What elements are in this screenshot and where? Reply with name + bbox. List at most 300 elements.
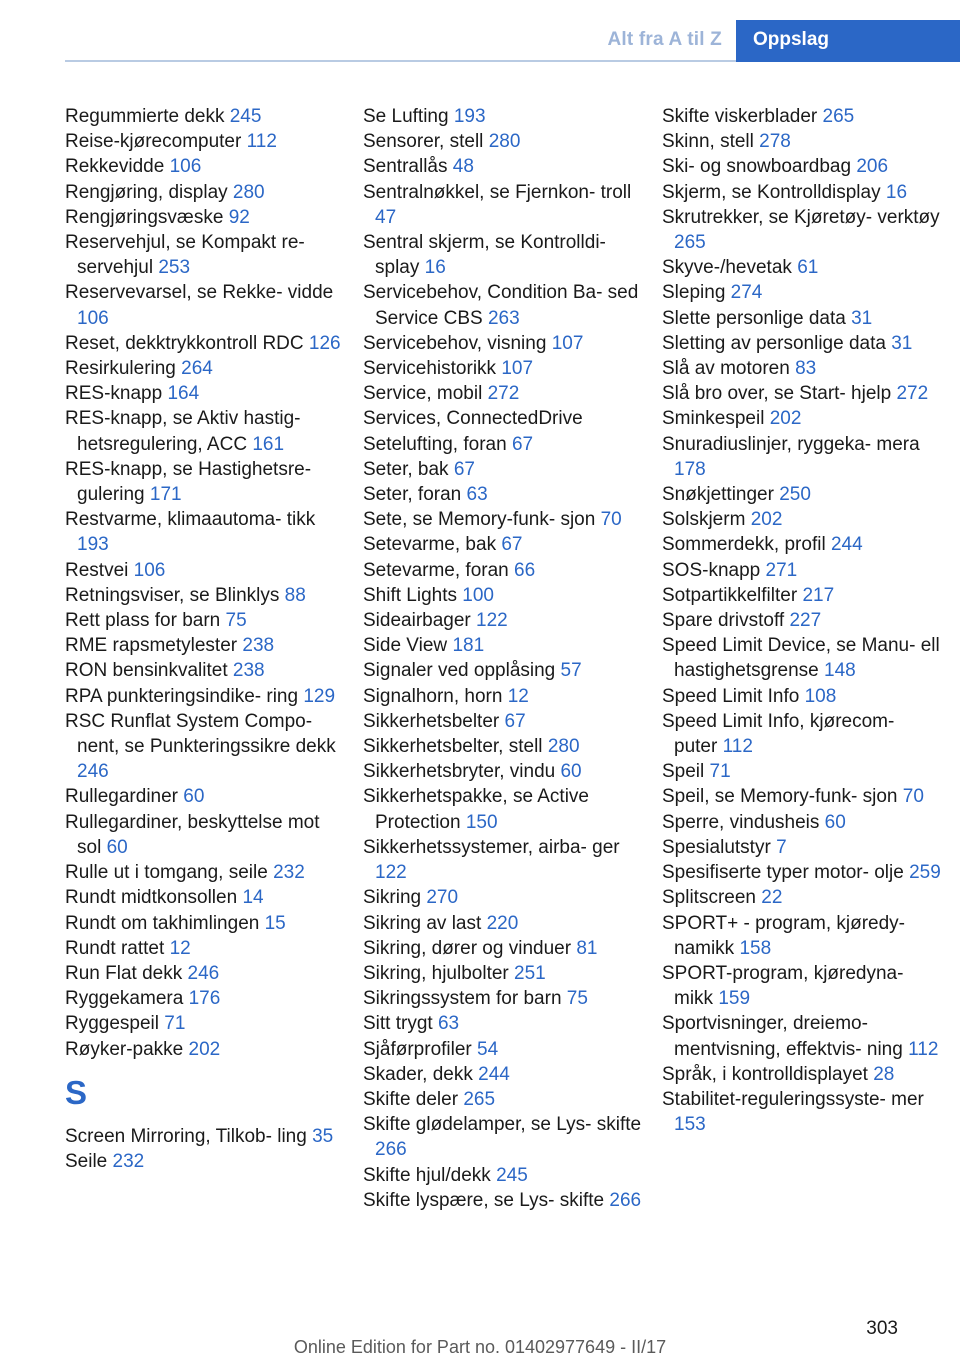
- index-page-link[interactable]: 112: [246, 131, 277, 153]
- index-entry-term: Skifte lyspære, se Lys‐ skifte: [363, 1189, 605, 1211]
- index-page-link[interactable]: 28: [873, 1063, 895, 1085]
- index-page-link[interactable]: 31: [891, 332, 913, 354]
- index-page-link[interactable]: 47: [375, 206, 397, 228]
- index-page-link[interactable]: 12: [169, 937, 191, 959]
- index-column-1: [65, 104, 345, 1174]
- section-letter: S: [65, 1073, 88, 1111]
- index-page-link[interactable]: 16: [885, 181, 908, 203]
- index-page-link[interactable]: 107: [501, 358, 534, 380]
- index-entry: [65, 406, 345, 456]
- index-entry: [662, 810, 942, 835]
- index-entry-term: Sjåførprofiler: [363, 1038, 472, 1060]
- index-entry: [363, 835, 643, 885]
- index-entry-term: Snøkjettinger: [662, 484, 774, 506]
- index-entry: [662, 331, 942, 356]
- index-entry: [662, 406, 942, 431]
- index-page-link[interactable]: 129: [303, 685, 336, 707]
- index-entry: [363, 558, 643, 583]
- index-entry: [65, 280, 345, 330]
- index-entry: [662, 1062, 942, 1087]
- index-page-link[interactable]: 232: [112, 1150, 145, 1172]
- index-entry: [363, 1087, 643, 1112]
- index-entry-term: Sleping: [662, 282, 726, 304]
- index-entry: [662, 860, 942, 885]
- index-entry: [363, 129, 643, 154]
- index-entry-term: Shift Lights: [363, 584, 457, 606]
- index-entry: [363, 482, 643, 507]
- index-entry: [65, 658, 345, 683]
- index-entry-term: RES-knapp: [65, 383, 163, 405]
- index-entry-term: Rekkevidde: [65, 156, 165, 178]
- index-page-link[interactable]: 220: [486, 912, 519, 934]
- index-page-link[interactable]: 70: [902, 786, 924, 808]
- index-entry-term: Seter, bak: [363, 458, 449, 480]
- index-entry: [363, 356, 643, 381]
- index-page-link[interactable]: 54: [477, 1038, 499, 1060]
- index-page-link[interactable]: 61: [797, 257, 819, 279]
- index-entry: [363, 734, 643, 759]
- index-page-link[interactable]: 75: [225, 610, 247, 632]
- index-entry: [662, 205, 942, 255]
- index-entry-term: Skifte hjul/dekk: [363, 1164, 491, 1186]
- index-entry-term: Sommerdekk, profil: [662, 534, 826, 556]
- index-entry: [65, 986, 345, 1011]
- index-page-link[interactable]: 181: [452, 635, 485, 657]
- index-entry-term: Retningsviser, se Blinklys: [65, 584, 280, 606]
- index-page-link[interactable]: 265: [674, 232, 706, 254]
- index-entry: [65, 104, 345, 129]
- index-entry-term: Solskjerm: [662, 509, 746, 531]
- index-entry-term: Sotpartikkelfilter: [662, 584, 798, 606]
- index-page-link[interactable]: 202: [750, 509, 783, 531]
- index-page-link[interactable]: 22: [761, 887, 783, 909]
- index-page-link[interactable]: 66: [514, 559, 536, 581]
- index-entry-term: Restvarme, klimaautoma‐ tikk: [65, 509, 316, 531]
- index-entry: [65, 457, 345, 507]
- index-entry: [363, 1188, 643, 1213]
- index-entry-term: Slette personlige data: [662, 307, 846, 329]
- index-page-link[interactable]: 264: [181, 358, 213, 380]
- index-page-link[interactable]: 244: [830, 534, 863, 556]
- index-entry: [363, 784, 643, 834]
- index-entry-term: Sitt trygt: [363, 1013, 433, 1035]
- index-entry-term: Rundt om takhimlingen: [65, 912, 260, 934]
- index-entry-term: Sikkerhetssystemer, airba‐ ger: [363, 836, 620, 858]
- index-entry-term: Reset, dekktrykkontroll RDC: [65, 332, 304, 354]
- index-entry-term: Snuradiuslinjer, ryggeka‐ mera: [662, 433, 920, 455]
- index-page-link[interactable]: 253: [158, 257, 191, 279]
- index-entry: [363, 406, 643, 431]
- index-entry-term: Rullegardiner: [65, 786, 179, 808]
- index-entry: [662, 633, 942, 683]
- index-page-link[interactable]: 265: [463, 1088, 496, 1110]
- index-entry-term: SPORT+ - program, kjøredy‐ namikk: [662, 912, 906, 959]
- index-page-link[interactable]: 193: [77, 534, 109, 556]
- index-entry: [363, 154, 643, 179]
- index-page-link[interactable]: 112: [908, 1038, 939, 1060]
- index-page-link[interactable]: 280: [547, 736, 580, 758]
- index-entry-term: Se Lufting: [363, 106, 449, 127]
- index-page-link[interactable]: 238: [232, 660, 265, 682]
- index-entry-term: Regummierte dekk: [65, 106, 225, 127]
- index-entry: [65, 230, 345, 280]
- index-entry: [662, 255, 942, 280]
- index-page-link[interactable]: 244: [478, 1063, 510, 1085]
- index-entry-term: Sentral skjerm, se Kontrolldi‐ splay: [363, 232, 606, 279]
- index-page-link[interactable]: 270: [426, 887, 459, 909]
- index-entry: [662, 180, 942, 205]
- index-page-link[interactable]: 246: [187, 962, 220, 984]
- index-entry-term: Sikring av last: [363, 912, 482, 934]
- index-page-link[interactable]: 202: [188, 1038, 221, 1060]
- index-column-2: [363, 104, 643, 1213]
- index-entry: [662, 280, 942, 305]
- index-entry: [65, 684, 345, 709]
- index-page-link[interactable]: 100: [462, 584, 494, 606]
- index-page-link[interactable]: 88: [284, 584, 306, 606]
- index-entry-term: Sperre, vindusheis: [662, 811, 820, 833]
- index-entry-term: Seter, foran: [363, 484, 462, 506]
- index-entry: [65, 633, 345, 658]
- index-page-link[interactable]: 7: [776, 836, 787, 858]
- index-entry-term: Sletting av personlige data: [662, 332, 886, 354]
- header-tab: Oppslag: [736, 20, 960, 62]
- index-page-link[interactable]: 108: [804, 685, 837, 707]
- index-entry: [363, 911, 643, 936]
- index-page-link[interactable]: 107: [551, 332, 584, 354]
- index-entry: [363, 457, 643, 482]
- index-page-link[interactable]: 246: [77, 761, 109, 783]
- index-page-link[interactable]: 232: [273, 862, 305, 884]
- index-entry: [662, 356, 942, 381]
- index-page-link[interactable]: 57: [560, 660, 582, 682]
- index-entry: [363, 507, 643, 532]
- index-page-link[interactable]: 278: [759, 131, 791, 153]
- index-entry: [65, 608, 345, 633]
- index-entry: [65, 911, 345, 936]
- index-page-link[interactable]: 245: [496, 1164, 528, 1186]
- index-page-link[interactable]: 106: [169, 156, 202, 178]
- index-page-link[interactable]: 176: [188, 988, 221, 1010]
- index-page-link[interactable]: 202: [769, 408, 802, 430]
- footer-edition: Online Edition for Part no. 01402977649 - II/17: [293, 1337, 667, 1357]
- index-entry-term: Rundt rattet: [65, 937, 165, 959]
- index-page-link[interactable]: 193: [453, 106, 486, 127]
- index-entry: [363, 280, 643, 330]
- header-section-title: Alt fra A til Z: [607, 29, 722, 50]
- index-entry: [65, 1124, 345, 1149]
- index-page-link[interactable]: 112: [722, 736, 753, 758]
- index-entry-term: Sikring, dører og vinduer: [363, 937, 572, 959]
- index-page-link[interactable]: 263: [487, 307, 520, 329]
- index-entry-term: Spesifiserte typer motor‐ olje: [662, 862, 904, 884]
- index-entry: [363, 532, 643, 557]
- index-entry: [662, 961, 942, 1011]
- index-entry: [65, 860, 345, 885]
- index-entry-term: Skifte viskerblader: [662, 106, 818, 127]
- index-entry-term: Speed Limit Device, se Manu‐ ell hastighetsgrense: [662, 635, 940, 682]
- index-entry-term: RES-knapp, se Aktiv hastig‐ hetsregulering, ACC: [65, 408, 301, 455]
- index-page-link[interactable]: 126: [308, 332, 341, 354]
- index-page-link[interactable]: 266: [375, 1139, 407, 1161]
- index-entry-term: Rulle ut i tomgang, seile: [65, 862, 268, 884]
- index-page-link[interactable]: 67: [453, 458, 475, 480]
- index-page-link[interactable]: 245: [229, 106, 262, 127]
- index-entry: [65, 936, 345, 961]
- index-page-link[interactable]: 122: [375, 862, 407, 884]
- index-column-3: [662, 104, 942, 1137]
- index-page-link[interactable]: 106: [133, 559, 166, 581]
- index-page-link[interactable]: 31: [851, 307, 873, 329]
- index-entry: [662, 709, 942, 759]
- index-page-link[interactable]: 206: [856, 156, 889, 178]
- index-entry-term: Resirkulering: [65, 358, 176, 380]
- index-entry-term: Sportvisninger, dreiemo‐ mentvisning, effektvis‐ ning: [662, 1013, 903, 1060]
- index-entry-term: Sentralnøkkel, se Fjernkon‐ troll: [363, 181, 632, 203]
- index-entry: [65, 1037, 345, 1062]
- index-entry-term: Spesialutstyr: [662, 836, 771, 858]
- index-page-link[interactable]: 259: [909, 862, 941, 884]
- index-entry-term: Sikring: [363, 887, 422, 909]
- index-entry-term: Speil: [662, 761, 705, 783]
- index-page-link[interactable]: 67: [504, 710, 526, 732]
- index-entry-term: Reservevarsel, se Rekke‐ vidde: [65, 282, 334, 304]
- index-entry-term: SOS-knapp: [662, 559, 761, 581]
- index-entry: [65, 558, 345, 583]
- index-entry-term: Rengjøringsvæske: [65, 206, 224, 228]
- index-entry-term: Run Flat dekk: [65, 962, 183, 984]
- index-entry: [363, 709, 643, 734]
- index-entry: [363, 331, 643, 356]
- index-page-link[interactable]: 178: [674, 458, 706, 480]
- index-entry-term: Sikkerhetsbryter, vindu: [363, 761, 556, 783]
- index-entry-term: Skinn, stell: [662, 131, 754, 153]
- index-entry: [65, 810, 345, 860]
- index-entry: [662, 1087, 942, 1137]
- index-entry: [662, 381, 942, 406]
- index-entry: [65, 129, 345, 154]
- index-page-link[interactable]: 158: [739, 937, 772, 959]
- index-page-link[interactable]: 227: [789, 610, 822, 632]
- index-entry-term: Rett plass for barn: [65, 610, 221, 632]
- index-page-link[interactable]: 106: [77, 307, 109, 329]
- index-page-link[interactable]: 63: [466, 484, 488, 506]
- index-entry: [65, 381, 345, 406]
- index-entry-term: Speed Limit Info: [662, 685, 800, 707]
- index-entry-term: Skjerm, se Kontrolldisplay: [662, 181, 881, 203]
- index-entry: [662, 482, 942, 507]
- index-page-link[interactable]: 60: [824, 811, 846, 833]
- index-entry-term: Skifte glødelamper, se Lys‐ skifte: [363, 1114, 642, 1136]
- index-page-link[interactable]: 271: [765, 559, 798, 581]
- index-entry-term: Slå av motoren: [662, 358, 790, 380]
- index-entry: [363, 104, 643, 129]
- index-entry: [363, 986, 643, 1011]
- index-page-link[interactable]: 16: [424, 257, 446, 279]
- index-entry: [363, 432, 643, 457]
- index-page-link[interactable]: 67: [501, 534, 523, 556]
- index-page-link[interactable]: 150: [465, 811, 498, 833]
- index-entry: [65, 961, 345, 986]
- index-entry-term: Speed Limit Info, kjørecom‐ puter: [662, 710, 895, 758]
- index-entry: [662, 835, 942, 860]
- index-entry: [662, 432, 942, 482]
- index-entry-term: RON bensinkvalitet: [65, 660, 228, 682]
- index-page-link[interactable]: 67: [511, 433, 534, 455]
- index-entry: [363, 180, 643, 230]
- index-entry: [363, 1037, 643, 1062]
- index-entry-term: Screen Mirroring, Tilkob‐ ling: [65, 1125, 307, 1147]
- index-entry: [662, 507, 942, 532]
- index-page-link[interactable]: 12: [507, 685, 529, 707]
- index-entry-term: Sminkespeil: [662, 408, 765, 430]
- index-entry-term: RSC Runflat System Compo‐ nent, se Punkteringssikre dekk: [65, 710, 336, 758]
- index-entry-term: Skader, dekk: [363, 1063, 473, 1085]
- index-entry: [65, 709, 345, 785]
- index-entry: [662, 104, 942, 129]
- index-entry-term: Rundt midtkonsollen: [65, 887, 238, 909]
- index-page-link[interactable]: 122: [476, 610, 508, 632]
- index-entry: [65, 507, 345, 557]
- index-page-link[interactable]: 92: [228, 206, 250, 228]
- index-page-link[interactable]: 280: [232, 181, 265, 203]
- index-page-link[interactable]: 159: [718, 988, 751, 1010]
- index-page-link[interactable]: 164: [167, 383, 200, 405]
- index-page-link[interactable]: 60: [560, 761, 582, 783]
- index-page-link[interactable]: 70: [600, 509, 622, 531]
- index-entry: [363, 684, 643, 709]
- index-entry-term: Skrutrekker, se Kjøretøy‐ verktøy: [662, 206, 940, 228]
- index-entry: [65, 180, 345, 205]
- index-entry: [65, 331, 345, 356]
- index-page-link[interactable]: 35: [312, 1125, 334, 1147]
- index-entry: [363, 230, 643, 280]
- index-entry-term: Sikkerhetsbelter: [363, 710, 500, 732]
- index-entry-term: Rengjøring, display: [65, 181, 228, 203]
- index-entry-term: Services, ConnectedDrive: [363, 408, 583, 430]
- index-page-link[interactable]: 71: [709, 761, 731, 783]
- index-entry: [363, 1112, 643, 1162]
- index-page-link[interactable]: 238: [242, 635, 275, 657]
- index-page-link[interactable]: 266: [609, 1189, 642, 1211]
- index-entry: [662, 911, 942, 961]
- index-entry: [662, 1011, 942, 1061]
- index-page-link[interactable]: 15: [264, 912, 286, 934]
- index-entry: [363, 1163, 643, 1188]
- index-page-link[interactable]: 71: [164, 1013, 186, 1035]
- index-entry-term: Sikkerhetsbelter, stell: [363, 736, 543, 758]
- index-entry-term: Setevarme, bak: [363, 534, 497, 556]
- index-page-link[interactable]: 265: [822, 106, 855, 127]
- index-entry: [65, 885, 345, 910]
- index-entry-term: Skifte deler: [363, 1088, 459, 1110]
- index-entry-term: Speil, se Memory-funk‐ sjon: [662, 786, 898, 808]
- index-entry-term: RME rapsmetylester: [65, 635, 238, 657]
- page-number: 303: [866, 1318, 898, 1339]
- index-entry: [662, 306, 942, 331]
- index-entry-term: Servicehistorikk: [363, 358, 497, 380]
- index-entry: [662, 684, 942, 709]
- index-entry-term: Sikkerhetspakke, se Active Protection: [363, 786, 589, 833]
- index-entry-term: Rullegardiner, beskyttelse mot sol: [65, 811, 320, 858]
- index-page-link[interactable]: 48: [452, 156, 474, 178]
- index-entry-term: Sideairbager: [363, 610, 471, 632]
- index-page-link[interactable]: 63: [437, 1013, 460, 1035]
- index-page-link[interactable]: 272: [487, 383, 520, 405]
- index-entry-term: Sensorer, stell: [363, 131, 484, 153]
- index-page-link[interactable]: 75: [566, 988, 588, 1010]
- index-entry-term: Stabilitet-reguleringssyste‐ mer: [662, 1088, 924, 1110]
- index-page-link[interactable]: 83: [795, 358, 817, 380]
- index-entry-term: Språk, i kontrolldisplayet: [662, 1063, 868, 1085]
- index-page-link[interactable]: 153: [674, 1114, 706, 1136]
- index-entry-term: Signalhorn, horn: [363, 685, 503, 707]
- index-entry-term: Splitscreen: [662, 887, 756, 909]
- index-entry: [65, 1011, 345, 1036]
- index-entry: [662, 558, 942, 583]
- index-entry: [65, 784, 345, 809]
- index-entry-term: Sikring, hjulbolter: [363, 962, 509, 984]
- index-page-link[interactable]: 274: [730, 282, 763, 304]
- index-page-link[interactable]: 280: [488, 131, 521, 153]
- index-page-link[interactable]: 148: [824, 660, 856, 682]
- index-entry: [65, 583, 345, 608]
- index-entry: [363, 759, 643, 784]
- index-entry-term: Setelufting, foran: [363, 433, 507, 455]
- index-entry: [363, 633, 643, 658]
- index-entry: [662, 154, 942, 179]
- index-entry: [662, 532, 942, 557]
- index-entry-term: Spare drivstoff: [662, 610, 785, 632]
- index-entry-term: Seile: [65, 1150, 108, 1172]
- index-entry-term: RPA punkteringsindike‐ ring: [65, 685, 299, 707]
- index-page-link[interactable]: 251: [514, 962, 546, 984]
- index-entry: [363, 381, 643, 406]
- index-entry-term: Sete, se Memory-funk‐ sjon: [363, 509, 596, 531]
- index-page-link[interactable]: 250: [779, 484, 811, 506]
- index-entry-term: SPORT-program, kjøredyna‐ mikk: [662, 962, 904, 1010]
- index-entry-term: Sentrallås: [363, 156, 448, 178]
- index-entry: [363, 961, 643, 986]
- index-entry-term: Ski- og snowboardbag: [662, 156, 852, 178]
- index-entry-term: Ryggekamera: [65, 988, 184, 1010]
- index-entry-term: Sikringssystem for barn: [363, 988, 562, 1010]
- index-entry: [662, 129, 942, 154]
- index-entry-term: Signaler ved opplåsing: [363, 660, 556, 682]
- index-entry-term: Setevarme, foran: [363, 559, 509, 581]
- index-page-link[interactable]: 272: [896, 383, 929, 405]
- index-entry: [363, 885, 643, 910]
- index-page-link[interactable]: 60: [106, 836, 128, 858]
- index-entry-term: RES-knapp, se Hastighetsre‐ gulering: [65, 458, 312, 506]
- index-entry-term: Reservehjul, se Kompakt re‐ servehjul: [65, 232, 305, 279]
- index-entry: [363, 1062, 643, 1087]
- index-page-link[interactable]: 60: [183, 786, 205, 808]
- index-entry: [662, 608, 942, 633]
- index-page-link[interactable]: 14: [242, 887, 264, 909]
- index-page-link[interactable]: 161: [252, 433, 285, 455]
- index-entry: [662, 784, 942, 809]
- index-entry: [65, 1149, 345, 1174]
- index-page-link[interactable]: 81: [576, 937, 598, 959]
- index-entry-term: Servicebehov, Condition Ba‐ sed Service CBS: [363, 282, 639, 329]
- index-entry-term: Reise-kjørecomputer: [65, 131, 242, 153]
- index-entry: [65, 154, 345, 179]
- index-page-link[interactable]: 171: [149, 484, 182, 506]
- index-entry-term: Side View: [363, 635, 448, 657]
- index-entry-term: Røyker-pakke: [65, 1038, 184, 1060]
- index-page-link[interactable]: 217: [802, 584, 835, 606]
